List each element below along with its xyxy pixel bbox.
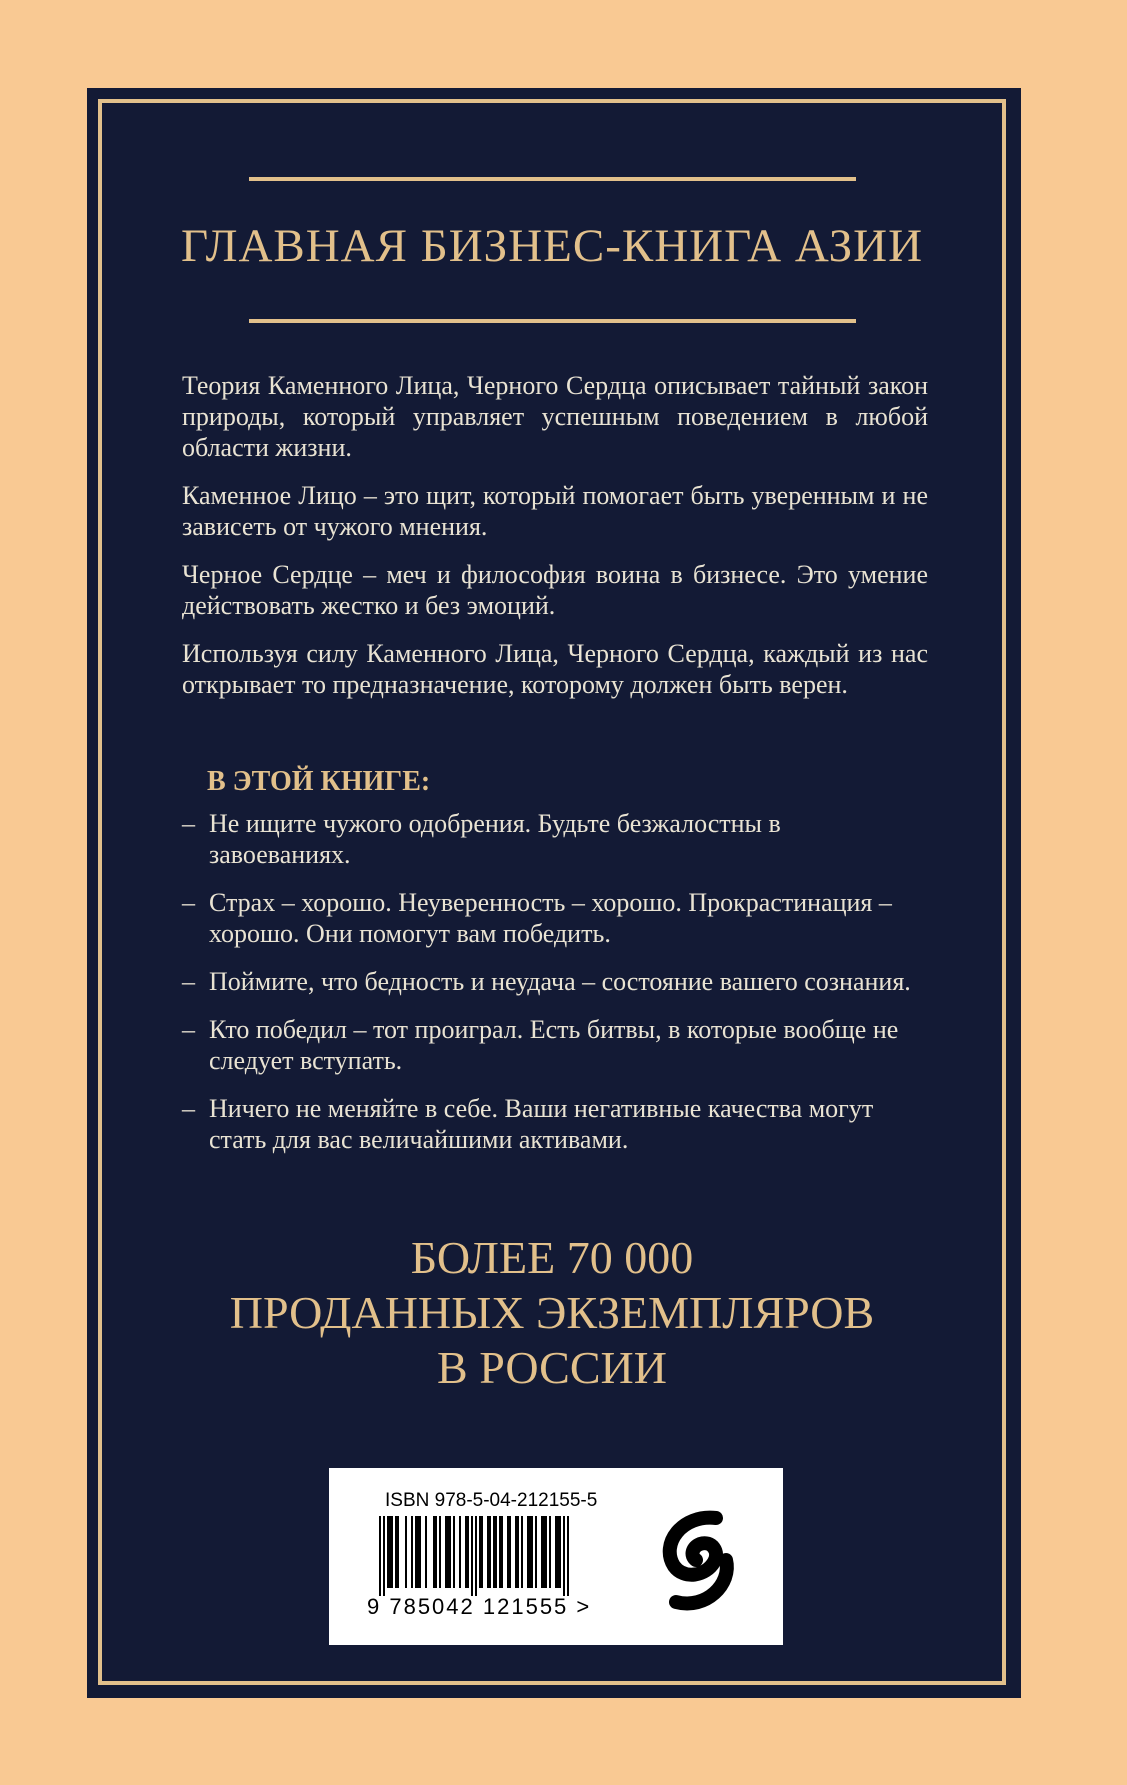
barcode-bar	[487, 1516, 489, 1588]
eksmo-logo-icon	[654, 1506, 744, 1616]
barcode-bar	[549, 1516, 551, 1588]
barcode-bar	[527, 1516, 529, 1588]
barcode-bar	[395, 1516, 397, 1588]
barcode-bar	[415, 1516, 417, 1588]
barcode-bar	[417, 1516, 419, 1588]
sales-claim-line: В РОССИИ	[437, 1342, 667, 1393]
barcode-bar	[387, 1516, 389, 1588]
in-this-book-list	[182, 808, 928, 1172]
barcode-bar	[509, 1516, 511, 1588]
barcode-bar	[453, 1516, 455, 1588]
barcode-digits: 9 785042 121555 >	[367, 1594, 592, 1619]
in-this-book-title: В ЭТОЙ КНИГЕ:	[207, 766, 431, 797]
barcode-bar	[397, 1516, 399, 1588]
barcode-bar	[501, 1516, 503, 1588]
list-item	[182, 1014, 928, 1076]
list-item	[182, 966, 928, 997]
list-item	[182, 808, 928, 870]
description-paragraph: Каменное Лицо – это щит, который помогает быть уверенным и не зависеть от чужого мнения.	[182, 481, 928, 541]
barcode-bar	[507, 1516, 509, 1588]
dash-bullet: –	[182, 809, 195, 838]
dash-bullet: –	[182, 1015, 195, 1044]
barcode-bar	[411, 1516, 413, 1588]
headline-rule-bottom	[249, 319, 856, 323]
description-paragraph: Используя силу Каменного Лица, Черного Сердца, каждый из нас открывает то предназначение, которому должен быть верен.	[182, 639, 928, 699]
barcode-bar	[475, 1516, 477, 1596]
barcode-bar	[543, 1516, 545, 1588]
barcode-bar	[445, 1516, 447, 1588]
dash-bullet: –	[182, 1094, 195, 1123]
barcode-bar	[425, 1516, 427, 1588]
barcode-bar	[389, 1516, 391, 1588]
barcode-bar	[465, 1516, 467, 1588]
barcode-bar	[557, 1516, 559, 1588]
barcode-bar	[493, 1516, 495, 1588]
barcode-bar	[555, 1516, 557, 1588]
barcode-bar	[529, 1516, 531, 1588]
barcode-bar	[405, 1516, 407, 1588]
dash-bullet: –	[182, 888, 195, 917]
barcode-bar	[435, 1516, 437, 1588]
headline: ГЛАВНАЯ БИЗНЕС-КНИГА АЗИИ	[180, 220, 924, 272]
barcode-bar	[467, 1516, 469, 1588]
barcode-bar	[439, 1516, 441, 1588]
barcode-bar	[535, 1516, 537, 1588]
dash-bullet: –	[182, 967, 195, 996]
barcode-bar	[563, 1516, 565, 1596]
barcode-bar	[419, 1516, 421, 1588]
list-item-text: Поймите, что бедность и неудача – состояние вашего сознания.	[209, 967, 911, 996]
barcode-bar	[495, 1516, 497, 1588]
barcode-bar	[499, 1516, 501, 1588]
sales-claim-line: БОЛЕЕ 70 000	[410, 1232, 694, 1283]
barcode-bar	[471, 1516, 473, 1596]
description	[182, 370, 928, 717]
barcode-bar	[545, 1516, 547, 1588]
isbn-label: ISBN 978-5-04-212155-5	[385, 1490, 598, 1511]
barcode-bar	[383, 1516, 385, 1596]
list-item-text: Кто победил – тот проиграл. Есть битвы, в которые вообще не следует вступать.	[209, 1015, 899, 1075]
list-item-text: Не ищите чужого одобрения. Будьте безжалостны в завоеваниях.	[209, 809, 781, 869]
barcode-bar	[449, 1516, 451, 1588]
barcode-bar	[447, 1516, 449, 1588]
headline-rule-top	[249, 177, 856, 181]
barcode-bar	[391, 1516, 393, 1588]
barcode-bar	[515, 1516, 517, 1588]
barcode	[379, 1516, 599, 1596]
sales-claim-line: ПРОДАННЫХ ЭКЗЕМПЛЯРОВ	[229, 1287, 875, 1338]
list-item	[182, 887, 928, 949]
barcode-bar	[489, 1516, 491, 1588]
barcode-bar	[481, 1516, 483, 1588]
barcode-bar	[517, 1516, 519, 1588]
barcode-bar	[541, 1516, 543, 1588]
barcode-bar	[433, 1516, 435, 1588]
barcode-bar	[521, 1516, 523, 1588]
barcode-bar	[559, 1516, 561, 1588]
barcode-bar	[379, 1516, 381, 1596]
description-paragraph: Теория Каменного Лица, Черного Сердца описывает тайный закон природы, который управляет успешным поведением в любой области жизни.	[182, 371, 928, 462]
list-item-text: Ничего не меняйте в себе. Ваши негативные качества могут стать для вас величайшими активами.	[209, 1094, 874, 1154]
list-item	[182, 1093, 928, 1155]
barcode-bar	[479, 1516, 481, 1588]
barcode-bar	[567, 1516, 569, 1596]
barcode-box	[329, 1468, 783, 1645]
barcode-bar	[459, 1516, 461, 1588]
list-item-text: Страх – хорошо. Неуверенность – хорошо. Прокрастинация – хорошо. Они помогут вам победить.	[209, 888, 892, 948]
description-paragraph: Черное Сердце – меч и философия воина в бизнесе. Это умение действовать жестко и без эмоций.	[182, 560, 928, 620]
sales-claim	[98, 1230, 1006, 1395]
barcode-bar	[531, 1516, 533, 1588]
